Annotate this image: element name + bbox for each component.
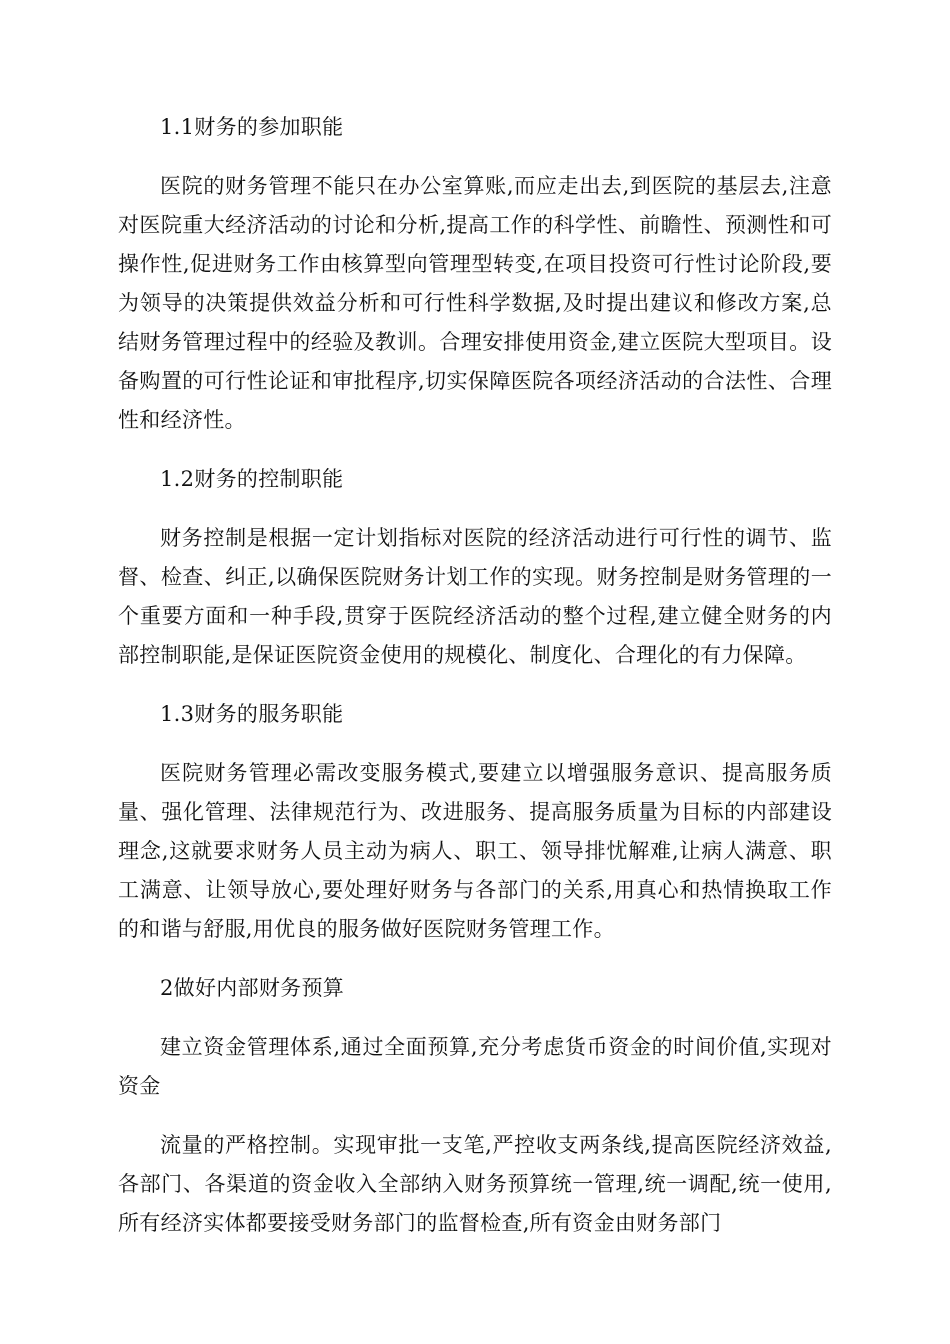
paragraph-service: 医院财务管理必需改变服务模式,要建立以增强服务意识、提高服务质量、强化管理、法律规范行为、改进服务、提高服务质量为目标的内部建设理念,这就要求财务人员主动为病人、职工、领导排忧解难,让病人满意、职工满意、让领导放心,要处理好财务与各部门的关系,用真心和热情换取工作的和谐与舒服,用优良的服务做好医院财务管理工作。	[118, 761, 832, 941]
paragraph-control: 财务控制是根据一定计划指标对医院的经济活动进行可行性的调节、监督、检查、纠正,以确保医院财务计划工作的实现。财务控制是财务管理的一个重要方面和一种手段,贯穿于医院经济活动的整个过程,建立健全财务的内部控制职能,是保证医院资金使用的规模化、制度化、合理化的有力保障。	[118, 526, 832, 667]
paragraph-budget-1: 建立资金管理体系,通过全面预算,充分考虑货币资金的时间价值,实现对资金	[118, 1035, 832, 1098]
section-heading-2: 2做好内部财务预算	[160, 976, 345, 1000]
paragraph-participation: 医院的财务管理不能只在办公室算账,而应走出去,到医院的基层去,注意对医院重大经济活动的讨论和分析,提高工作的科学性、前瞻性、预测性和可操作性,促进财务工作由核算型向管理型转变,在项目投资可行性讨论阶段,要为领导的决策提供效益分析和可行性科学数据,及时提出建议和修改方案,总结财务管理过程中的经验及教训。合理安排使用资金,建立医院大型项目。设备购置的可行性论证和审批程序,切实保障医院各项经济活动的合法性、合理性和经济性。	[118, 174, 832, 432]
section-heading-1-2: 1.2财务的控制职能	[160, 467, 344, 491]
section-heading-1-3: 1.3财务的服务职能	[160, 702, 344, 726]
section-heading-1-1: 1.1财务的参加职能	[160, 115, 344, 139]
paragraph-budget-2: 流量的严格控制。实现审批一支笔,严控收支两条线,提高医院经济效益,各部门、各渠道的资金收入全部纳入财务预算统一管理,统一调配,统一使用,所有经济实体都要接受财务部门的监督检查,所有资金由财务部门	[118, 1133, 832, 1235]
